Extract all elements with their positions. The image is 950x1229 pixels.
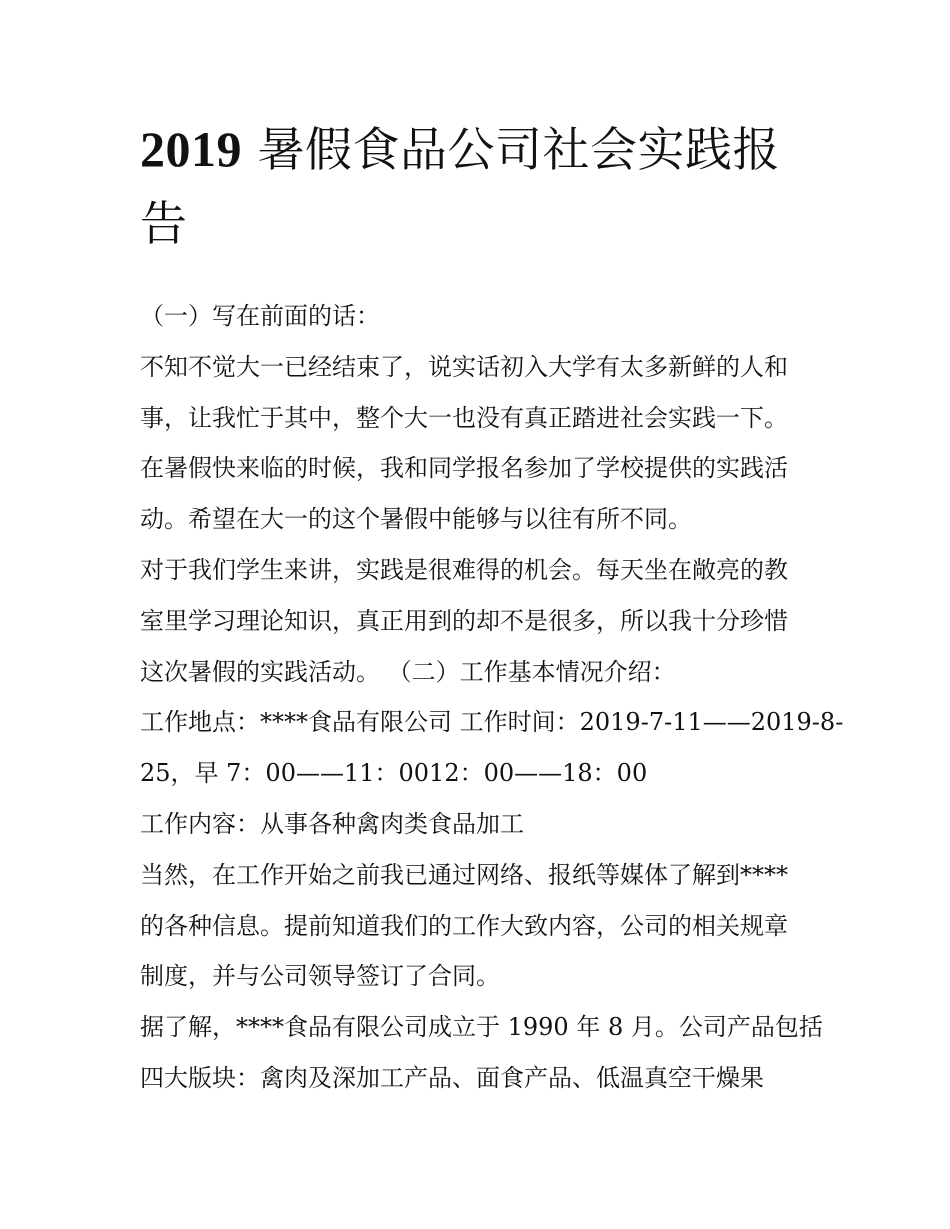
text-line: 室里学习理论知识，真正用到的却不是很多，所以我十分珍惜: [140, 606, 788, 635]
text-line: 这次暑假的实践活动。 （二）工作基本情况介绍：: [140, 657, 676, 686]
document-body: [140, 291, 844, 1104]
text-line: 工作内容：从事各种禽肉类食品加工: [140, 809, 524, 838]
text-line: 当然，在工作开始之前我已通过网络、报纸等媒体了解到****: [140, 860, 788, 889]
text-line: 四大版块：禽肉及深加工产品、面食产品、低温真空干燥果: [140, 1063, 764, 1092]
text-line: （一）写在前面的话：: [140, 302, 380, 330]
text-line: 据了解，****食品有限公司成立于 1990 年 8 月。公司产品包括: [140, 1013, 823, 1042]
title-year: 2019: [140, 121, 242, 177]
document-page: [140, 112, 844, 1104]
text-line: 在暑假快来临的时候，我和同学报名参加了学校提供的实践活: [140, 454, 788, 483]
text-line: 的各种信息。提前知道我们的工作大致内容，公司的相关规章: [140, 911, 788, 940]
text-line: 动。希望在大一的这个暑假中能够与以往有所不同。: [140, 505, 692, 534]
document-title: [140, 112, 812, 262]
title-text: 暑假食品公司社会实践报告: [140, 123, 780, 252]
text-line: 25，早 7：00——11：0012：00——18：00: [140, 759, 648, 788]
text-line: 工作地点：****食品有限公司 工作时间：2019-7-11——2019-8-: [140, 708, 844, 737]
text-line: 事，让我忙于其中，整个大一也没有真正踏进社会实践一下。: [140, 403, 788, 432]
text-line: 不知不觉大一已经结束了，说实话初入大学有太多新鲜的人和: [140, 352, 788, 381]
text-line: 对于我们学生来讲，实践是很难得的机会。每天坐在敞亮的教: [140, 555, 788, 584]
text-line: 制度，并与公司领导签订了合同。: [140, 962, 500, 991]
